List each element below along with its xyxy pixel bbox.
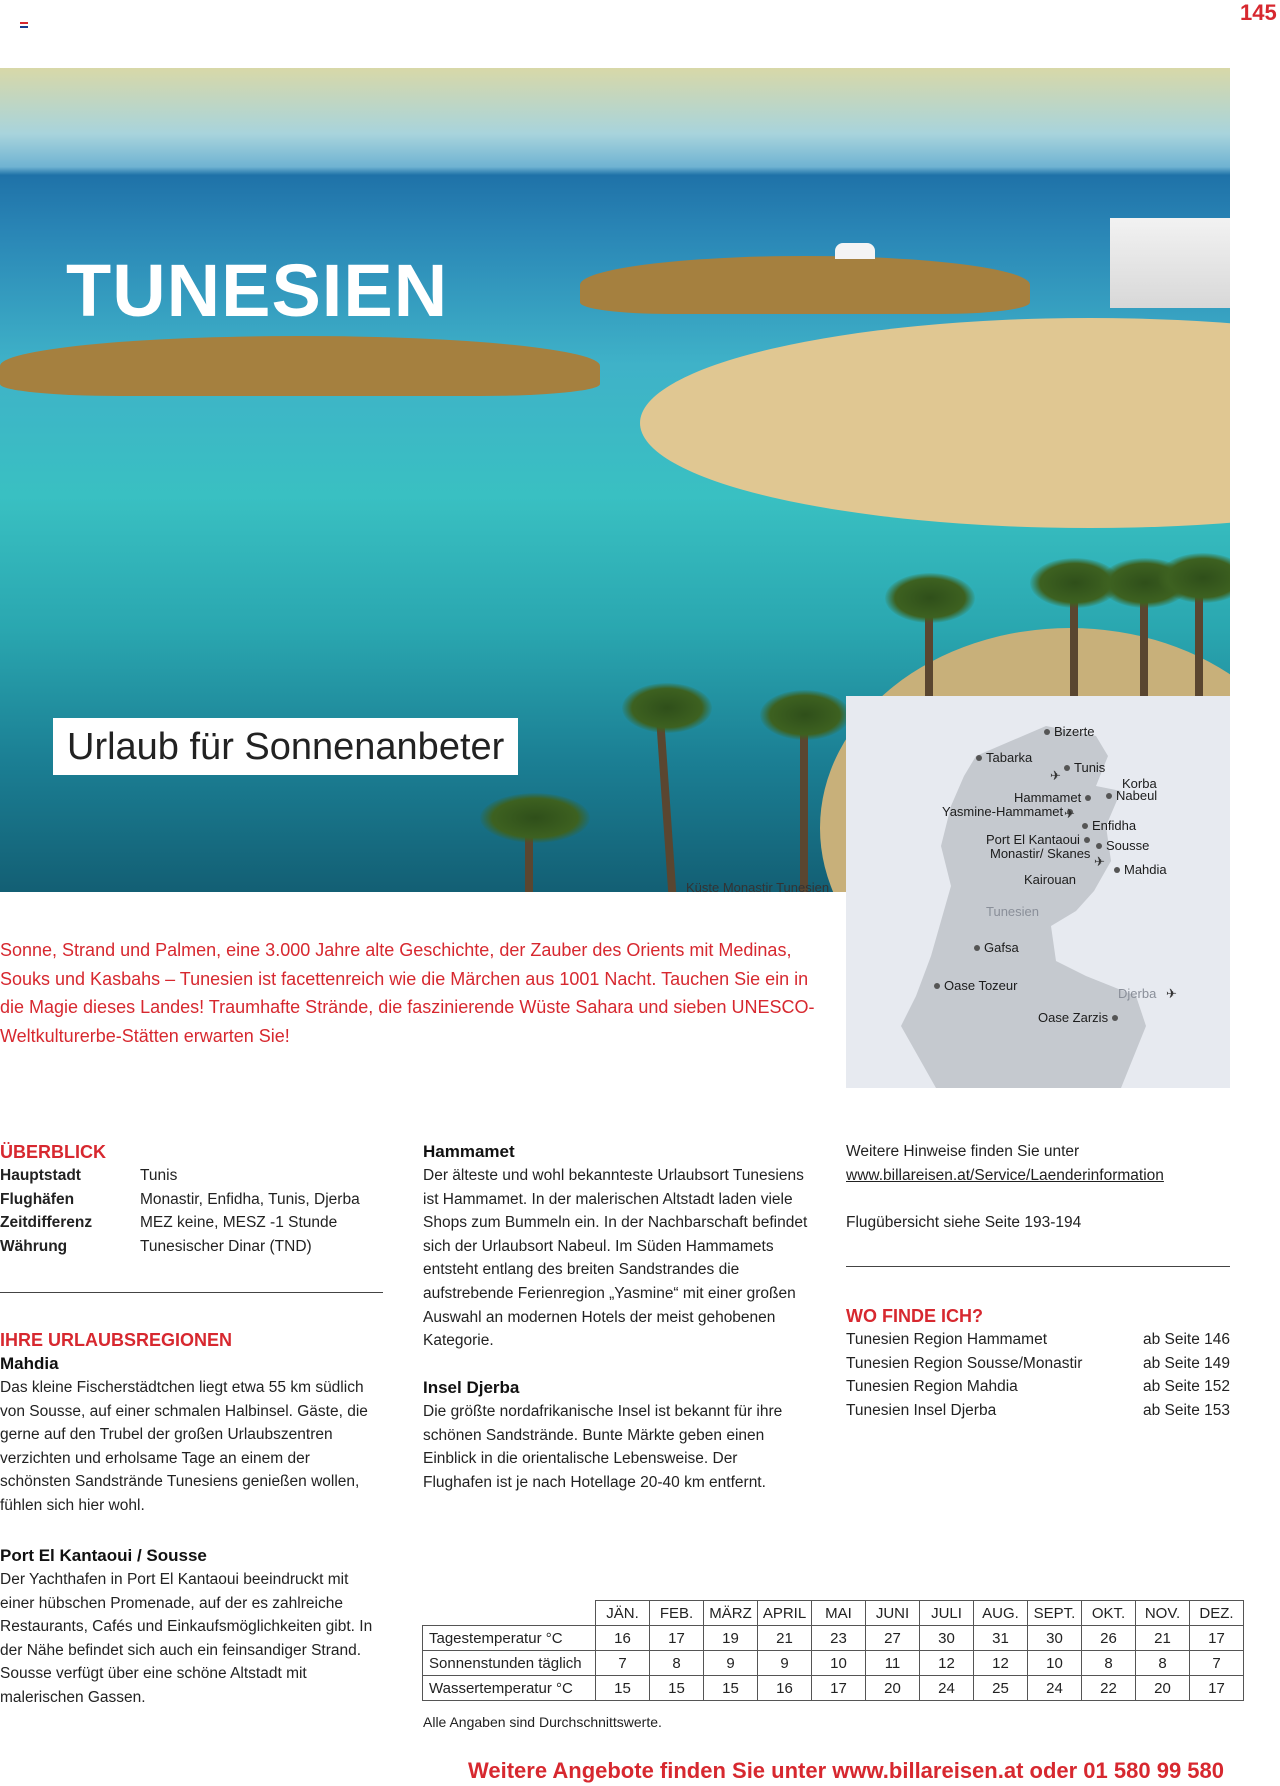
region-title: Hammamet bbox=[423, 1142, 515, 1161]
map-country-label: Tunesien bbox=[986, 904, 1039, 919]
map-city: Enfidha bbox=[1082, 818, 1136, 833]
map-city: Djerba bbox=[1118, 986, 1157, 1001]
map-city: Monastir/ Skanes bbox=[990, 846, 1091, 861]
overview-row: Hauptstadt Tunis bbox=[0, 1167, 178, 1184]
map-city: Yasmine-Hammamet bbox=[942, 804, 1073, 819]
climate-row: Wassertemperatur °C 15 15 15 16 17 20 24 25 24 22 20 17 bbox=[423, 1676, 1244, 1701]
subtitle-box bbox=[53, 718, 518, 775]
overview-row: Währung Tunesischer Dinar (TND) bbox=[0, 1237, 312, 1255]
finder-row: Tunesien Region Mahdia ab Seite 152 bbox=[846, 1378, 1230, 1396]
map-city: Oase Zarzis bbox=[1038, 1010, 1118, 1025]
climate-row: Tagestemperatur °C 16 17 19 21 23 27 30 31 30 26 21 17 bbox=[423, 1626, 1244, 1651]
flag-icon bbox=[20, 22, 28, 28]
region-title: Insel Djerba bbox=[423, 1378, 520, 1397]
flight-overview-text: Flugübersicht siehe Seite 193-194 bbox=[846, 1214, 1082, 1232]
intro-text: Sonne, Strand und Palmen, eine 3.000 Jahre alte Geschichte, der Zauber des Orients mit Medinas, Souks und Kasbahs – Tunesien ist facettenreich wie die Märchen aus 1001 Nacht. Tauchen Sie ein in die Magie dieses Landes! Traumhafte Strände, die faszinierende Wüste Sahara und sieben UNESCO-Weltkulturerbe-Stätten erwarten Sie! bbox=[0, 940, 815, 1046]
climate-table bbox=[422, 1600, 1244, 1701]
map-city: Tabarka bbox=[976, 750, 1032, 765]
map-city: Gafsa bbox=[974, 940, 1019, 955]
region-block bbox=[423, 1376, 803, 1494]
region-text: Der älteste und wohl bekannteste Urlaubsort Tunesiens ist Hammamet. In der malerischen Altstadt laden viele Shops zum Bummeln ein. In der Nachbarschaft befindet sich der Urlaubsort Nabeul. Im Süden Hammamets entsteht entlang des breiten Sandstrandes die aufstrebende Ferienregion „Yasmine“ mit einer großen Auswahl an modernen Hotels der meist gehobenen Kategorie. bbox=[423, 1167, 808, 1350]
map-city: Tunis bbox=[1064, 760, 1105, 775]
overview-row: Flughäfen Monastir, Enfidha, Tunis, Djerba bbox=[0, 1190, 360, 1208]
map-city: Mahdia bbox=[1114, 862, 1167, 877]
map-land-shape bbox=[846, 696, 1230, 1088]
map-city: Oase Tozeur bbox=[934, 978, 1017, 993]
plane-icon: ✈ bbox=[1064, 806, 1075, 821]
finder-row: Tunesien Region Sousse/Monastir ab Seite 149 bbox=[846, 1354, 1230, 1372]
page-subtitle: Urlaub für Sonnenanbeter bbox=[67, 726, 505, 768]
map-city: Sousse bbox=[1096, 838, 1149, 853]
region-title: Port El Kantaoui / Sousse bbox=[0, 1546, 207, 1565]
finder-heading: WO FINDE ICH? bbox=[846, 1306, 983, 1326]
map-city: Korba bbox=[1122, 776, 1157, 791]
climate-header-row: JÄN. FEB. MÄRZ APRIL MAI JUNI JULI AUG. SEPT. OKT. NOV. DEZ. bbox=[423, 1601, 1244, 1626]
climate-row: Sonnenstunden täglich 7 8 9 9 10 11 12 12 10 8 8 7 bbox=[423, 1651, 1244, 1676]
page-title: TUNESIEN bbox=[66, 249, 449, 332]
map-city: Nabeul bbox=[1106, 788, 1157, 803]
finder-row: Tunesien Insel Djerba ab Seite 153 bbox=[846, 1401, 1230, 1419]
regions-section bbox=[0, 1328, 382, 1518]
page-number: 145 bbox=[1240, 0, 1277, 25]
region-text: Das kleine Fischerstädtchen liegt etwa 55 km südlich von Sousse, auf einer schmalen Halbinsel. Gäste, die gerne auf den Trubel der großen Urlaubszentren verzichten und erholsame Tage an einem der schönsten Sandstrände Tunesiens genießen wollen, fühlen sich hier wohl. bbox=[0, 1379, 368, 1514]
map-city: Port El Kantaoui bbox=[986, 832, 1090, 847]
region-block bbox=[423, 1140, 813, 1353]
plane-icon: ✈ bbox=[1094, 854, 1105, 869]
info-section bbox=[846, 1140, 1230, 1235]
tunisia-map bbox=[846, 696, 1230, 1088]
regions-heading: IHRE URLAUBSREGIONEN bbox=[0, 1330, 233, 1350]
divider bbox=[846, 1266, 1230, 1267]
finder-section bbox=[846, 1304, 1230, 1422]
map-city: Hammamet bbox=[1014, 790, 1091, 805]
photo-caption: Küste Monastir Tunesien bbox=[686, 880, 830, 895]
overview-row: Zeitdifferenz MEZ keine, MESZ -1 Stunde bbox=[0, 1214, 338, 1232]
map-city: Kairouan bbox=[1024, 872, 1077, 887]
divider bbox=[0, 1292, 383, 1293]
region-text: Die größte nordafrikanische Insel ist bekannt für ihre schönen Sandstrände. Bunte Märkte geben einen Einblick in die orientalische Lebensweise. Der Flughafen ist je nach Hotellage 20-40 km entfernt. bbox=[423, 1403, 783, 1491]
hint-text: Weitere Hinweise finden Sie unter bbox=[846, 1143, 1080, 1160]
finder-row: Tunesien Region Hammamet ab Seite 146 bbox=[846, 1331, 1230, 1348]
region-title: Mahdia bbox=[0, 1354, 59, 1373]
plane-icon: ✈ bbox=[1050, 768, 1061, 783]
overview-heading: ÜBERBLICK bbox=[0, 1142, 106, 1162]
footer-contact[interactable]: Weitere Angebote finden Sie unter www.billareisen.at oder 01 580 99 580 bbox=[468, 1758, 1224, 1783]
info-link[interactable]: www.billareisen.at/Service/Laenderinformation bbox=[846, 1166, 1164, 1184]
map-city: Bizerte bbox=[1044, 724, 1094, 739]
table-note: Alle Angaben sind Durchschnittswerte. bbox=[423, 1714, 662, 1730]
overview-section bbox=[0, 1140, 382, 1258]
region-text: Der Yachthafen in Port El Kantaoui beeindruckt mit einer hübschen Promenade, auf der es zahlreiche Restaurants, Cafés und Einkaufsmöglichkeiten gibt. In der Nähe befindet sich auch ein feinsandiger Strand. Sousse verfügt über eine schöne Altstadt mit malerischen Gassen. bbox=[0, 1571, 373, 1706]
region-block bbox=[0, 1544, 382, 1710]
plane-icon: ✈ bbox=[1166, 986, 1177, 1001]
